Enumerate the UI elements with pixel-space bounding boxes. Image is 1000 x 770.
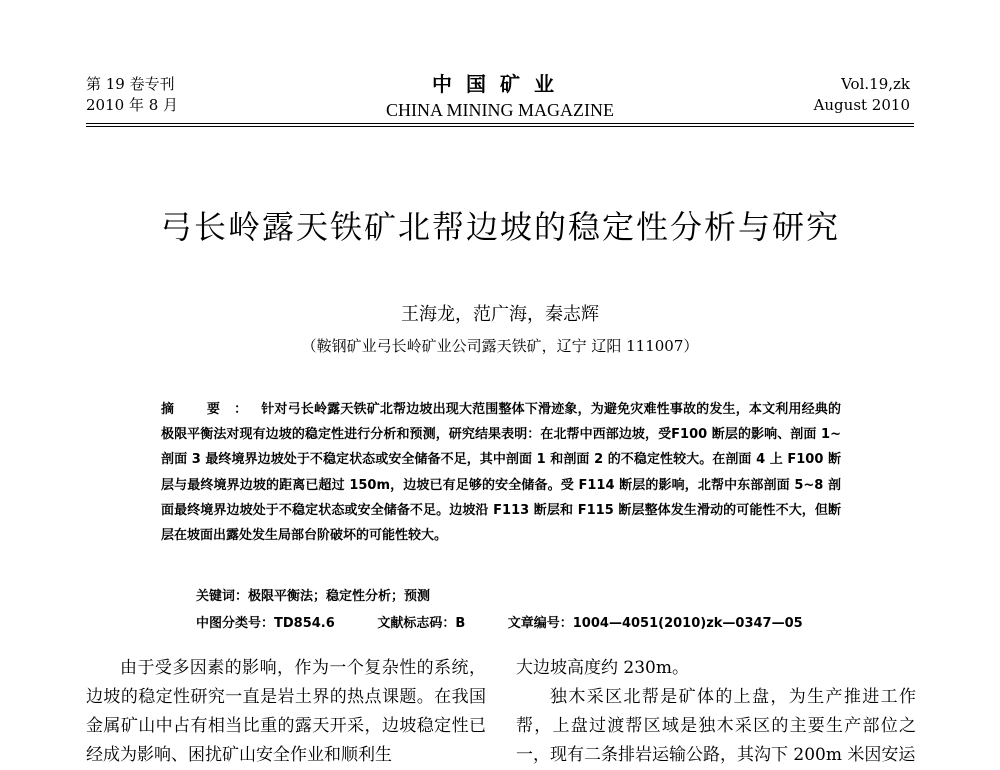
abstract	[161, 397, 841, 548]
body-paragraph: 由于受多因素的影响，作为一个复杂性的系统，边坡的稳定性研究一直是岩土界的热点课题。在我国金属矿山中占有相当比重的露天开采，边坡稳定性已经成为影响、困扰矿山安全作业和顺利生	[86, 658, 486, 765]
abstract-label: 摘 要：	[161, 402, 262, 417]
body-paragraph: 独木采区北帮是矿体的上盘，为生产推进工作帮，上盘过渡帮区域是独木采区的主要生产部位之一，现有二条排岩运输公路，其沟下 200m 米因安运	[516, 687, 916, 765]
journal-volume-en	[814, 74, 910, 116]
body-column-right	[516, 654, 916, 770]
document-code: 文献标志码：B	[377, 616, 466, 631]
journal-name-cn: 中国矿业	[432, 72, 568, 96]
volume-label-en: Vol.19,zk	[841, 75, 910, 93]
keywords: 关键词：极限平衡法；稳定性分析；预测	[196, 589, 431, 604]
date-label-en: August 2010	[813, 96, 910, 114]
body-line: 大边坡高度约 230m。	[516, 658, 689, 678]
article-title: 弓长岭露天铁矿北帮边坡的稳定性分析与研究	[159, 208, 840, 246]
article-authors: 王海龙，范广海，秦志辉	[401, 304, 599, 325]
volume-label: 第 19 卷专刊	[86, 75, 175, 93]
classification-line	[196, 612, 803, 631]
body-column-left	[86, 654, 486, 770]
journal-name-en: CHINA MINING MAGAZINE	[386, 100, 614, 120]
date-label: 2010 年 8 月	[86, 96, 179, 114]
article-number: 文章编号：1004—4051(2010)zk—0347—05	[507, 616, 803, 631]
header-rule-top	[86, 123, 914, 124]
classification-code: 中图分类号：TD854.6	[196, 616, 335, 631]
article-affiliation: （鞍钢矿业弓长岭矿业公司露天铁矿，辽宁 辽阳 111007）	[301, 337, 699, 355]
header-rule-bottom	[86, 126, 914, 127]
abstract-text: 针对弓长岭露天铁矿北帮边坡出现大范围整体下滑迹象，为避免灾难性事故的发生，本文利用经典的极限平衡法对现有边坡的稳定性进行分析和预测，研究结果表明：在北帮中西部边坡，受F100 断层的影响、剖面 1~剖面 3 最终境界边坡处于不稳定状态或安全储备不足，其中剖面 1 和剖面 2 的不稳定性较大。在剖面 4 上 F100 断层与最终境界边坡的距离已超过 150m，边坡已有足够的安全储备。受 F114 断层的影响，北帮中东部剖面 5~8 剖面最终境界边坡处于不稳定状态或安全储备不足。边坡沿 F113 断层和 F115 断层整体发生滑动的可能性不大，但断层在坡面出露处发生局部台阶破坏的可能性较大。	[161, 402, 841, 544]
